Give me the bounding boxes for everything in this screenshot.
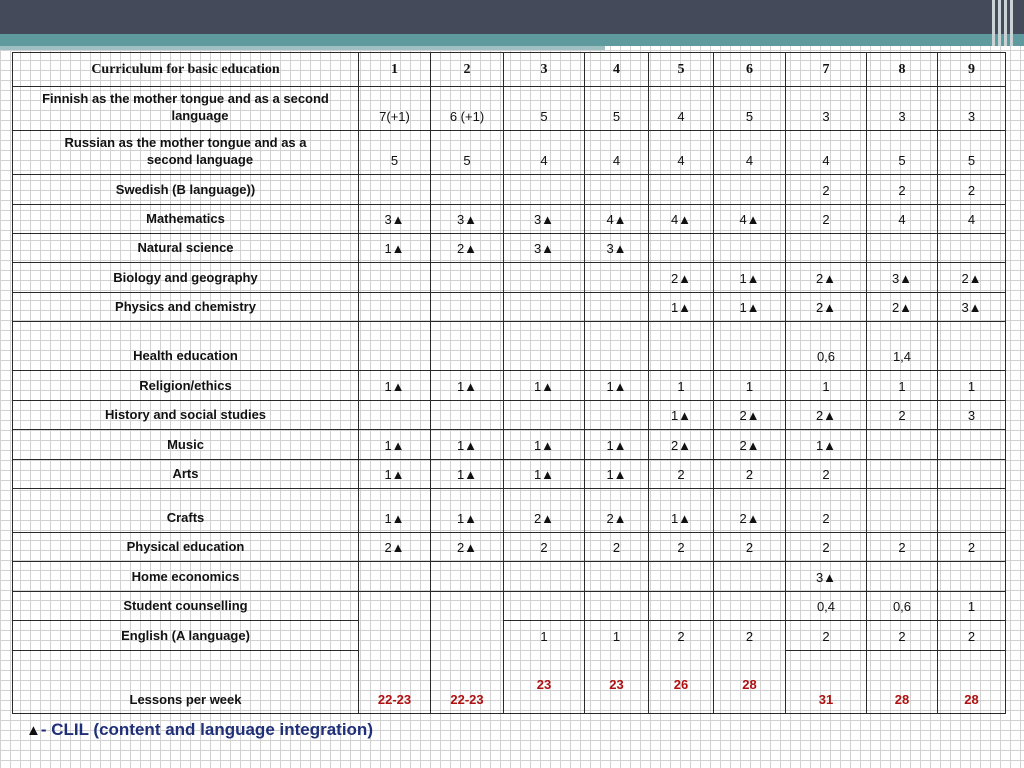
hours-cell: 3▲ — [585, 234, 649, 263]
hours-cell: 1▲ — [504, 430, 585, 460]
hours-cell: 1 — [714, 371, 786, 401]
subject-cell — [13, 205, 359, 234]
hours-cell — [649, 175, 714, 205]
hours-cell: 2 — [786, 175, 867, 205]
subject-label: Finnish as the mother tongue and as a second — [42, 91, 329, 106]
hours-cell — [585, 322, 649, 371]
hours-cell — [938, 430, 1006, 460]
hours-cell: 2 — [867, 401, 938, 430]
hours-cell — [359, 263, 431, 293]
table-row — [13, 533, 1006, 562]
hours-cell — [359, 322, 431, 371]
accent-bar — [0, 34, 1024, 46]
hours-cell: 1▲ — [431, 430, 504, 460]
hours-cell: 3▲ — [867, 263, 938, 293]
table-row — [13, 205, 1006, 234]
hours-cell — [938, 460, 1006, 489]
total-value: 28 — [742, 677, 757, 692]
hours-cell: 2▲ — [867, 293, 938, 322]
hours-cell: 2 — [867, 175, 938, 205]
hours-cell — [585, 401, 649, 430]
hours-cell: 5 — [867, 131, 938, 175]
subject-label-continued: second language — [146, 152, 254, 167]
hours-cell — [649, 621, 714, 714]
hours-cell: 3 — [786, 87, 867, 131]
hours-cell: 1▲ — [431, 460, 504, 489]
hours-cell: 6 (+1) — [431, 87, 504, 131]
header-bar — [0, 0, 1024, 34]
subject-label: Biology and geography — [113, 270, 258, 285]
curriculum-table — [12, 52, 1006, 714]
grade-header: 4 — [585, 53, 649, 87]
total-value: 22-23 — [450, 692, 484, 707]
hours-cell — [714, 592, 786, 621]
hours-cell: 1 — [867, 371, 938, 401]
legend-text: - CLIL (content and language integration) — [40, 720, 373, 739]
hours-cell: 4 — [649, 131, 714, 175]
hours-cell — [867, 460, 938, 489]
total-cell: 28 — [867, 651, 938, 714]
subject-cell — [13, 131, 359, 175]
hours-cell: 4 — [585, 131, 649, 175]
hours-cell: 2 — [938, 533, 1006, 562]
hours-cell: 2 — [786, 489, 867, 533]
hours-cell: 2 — [786, 205, 867, 234]
subject-cell — [13, 234, 359, 263]
hours-cell — [431, 592, 504, 714]
hours-cell: 4▲ — [714, 205, 786, 234]
subject-label: Swedish (B language)) — [115, 182, 256, 197]
subject-cell — [13, 371, 359, 401]
hours-cell — [431, 263, 504, 293]
hours-cell: 0,4 — [786, 592, 867, 621]
total-cell: 31 — [786, 651, 867, 714]
hours-value: 1 — [612, 629, 621, 644]
hours-cell: 1▲ — [585, 371, 649, 401]
page-title: Curriculum for basic education — [13, 53, 359, 87]
hours-cell: 2 — [649, 460, 714, 489]
hours-cell — [431, 175, 504, 205]
hours-cell — [359, 293, 431, 322]
hours-cell — [431, 401, 504, 430]
grade-header: 2 — [431, 53, 504, 87]
hours-cell: 1▲ — [431, 371, 504, 401]
table-row — [13, 293, 1006, 322]
hours-cell: 2 — [714, 533, 786, 562]
grade-header: 6 — [714, 53, 786, 87]
hours-cell: 2▲ — [786, 293, 867, 322]
subject-label: Crafts — [166, 510, 205, 525]
hours-value: 2 — [745, 629, 754, 644]
subject-label: Health education — [133, 348, 238, 363]
hours-cell: 3▲ — [786, 562, 867, 592]
hours-cell — [585, 621, 649, 714]
table-row — [13, 234, 1006, 263]
table-row — [13, 322, 1006, 371]
accent-line — [0, 46, 605, 50]
hours-cell — [504, 562, 585, 592]
table-row — [13, 489, 1006, 533]
subject-cell — [13, 322, 359, 371]
hours-cell — [938, 234, 1006, 263]
subject-cell — [13, 489, 359, 533]
hours-cell — [585, 592, 649, 621]
grade-header: 3 — [504, 53, 585, 87]
hours-cell — [649, 234, 714, 263]
hours-cell: 3 — [938, 401, 1006, 430]
table-row — [13, 175, 1006, 205]
hours-cell: 2 — [649, 533, 714, 562]
hours-cell: 2▲ — [649, 430, 714, 460]
hours-cell: 4▲ — [585, 205, 649, 234]
hours-cell: 3▲ — [938, 293, 1006, 322]
hours-cell: 1▲ — [649, 293, 714, 322]
grade-header: 1 — [359, 53, 431, 87]
subject-cell — [13, 533, 359, 562]
hours-cell — [585, 293, 649, 322]
triangle-icon: ▲ — [26, 722, 41, 739]
hours-cell: 4 — [867, 205, 938, 234]
hours-cell: 1 — [786, 371, 867, 401]
hours-cell: 5 — [431, 131, 504, 175]
table-row — [13, 371, 1006, 401]
hours-cell: 2▲ — [714, 430, 786, 460]
hours-cell — [504, 263, 585, 293]
hours-value: 1 — [540, 629, 548, 644]
hours-cell — [585, 562, 649, 592]
subject-label-continued: language — [171, 108, 229, 123]
hours-cell — [867, 234, 938, 263]
hours-cell: 3 — [938, 87, 1006, 131]
hours-cell: 2 — [867, 621, 938, 651]
hours-cell — [359, 562, 431, 592]
hours-cell: 1 — [938, 371, 1006, 401]
hours-cell: 5 — [359, 131, 431, 175]
hours-cell: 3▲ — [504, 234, 585, 263]
hours-cell: 2 — [786, 460, 867, 489]
hours-cell: 1▲ — [649, 401, 714, 430]
hours-cell: 2 — [786, 533, 867, 562]
hours-cell — [359, 175, 431, 205]
subject-cell — [13, 293, 359, 322]
total-cell: 28 — [938, 651, 1006, 714]
subject-cell — [13, 562, 359, 592]
grade-header: 5 — [649, 53, 714, 87]
hours-cell: 2 — [867, 533, 938, 562]
subject-label: Mathematics — [146, 211, 225, 226]
hours-cell: 2 — [786, 621, 867, 651]
hours-cell — [786, 234, 867, 263]
hours-cell: 2▲ — [786, 401, 867, 430]
table-row — [13, 592, 1006, 621]
table-row — [13, 131, 1006, 175]
hours-cell: 3 — [867, 87, 938, 131]
hours-cell: 1▲ — [359, 234, 431, 263]
hours-cell: 2▲ — [938, 263, 1006, 293]
header-row — [13, 53, 1006, 87]
hours-cell: 4 — [938, 205, 1006, 234]
table-row — [13, 430, 1006, 460]
hours-cell: 2 — [585, 533, 649, 562]
hours-cell: 1▲ — [359, 489, 431, 533]
hours-cell — [938, 489, 1006, 533]
hours-cell: 2 — [714, 460, 786, 489]
subject-label: Russian as the mother tongue and as a — [64, 135, 307, 150]
hours-cell: 2▲ — [714, 401, 786, 430]
total-value: 23 — [536, 677, 552, 692]
hours-cell: 4 — [786, 131, 867, 175]
hours-cell — [938, 322, 1006, 371]
subject-label: Religion/ethics — [139, 378, 232, 393]
subject-label: Music — [167, 437, 204, 452]
hours-cell: 2▲ — [714, 489, 786, 533]
hours-cell: 2▲ — [786, 263, 867, 293]
hours-cell: 4 — [714, 131, 786, 175]
hours-cell: 3▲ — [431, 205, 504, 234]
hours-cell: 2 — [938, 175, 1006, 205]
hours-cell — [714, 562, 786, 592]
table-row — [13, 401, 1006, 430]
total-value: 26 — [673, 677, 689, 692]
table-row — [13, 460, 1006, 489]
hours-cell: 3▲ — [504, 205, 585, 234]
hours-cell: 1▲ — [504, 460, 585, 489]
hours-cell: 2 — [938, 621, 1006, 651]
hours-cell — [359, 401, 431, 430]
hours-cell: 1▲ — [585, 430, 649, 460]
grade-header: 8 — [867, 53, 938, 87]
hours-cell: 1 — [649, 371, 714, 401]
hours-cell: 2▲ — [431, 533, 504, 562]
subject-cell — [13, 460, 359, 489]
hours-cell: 4 — [649, 87, 714, 131]
subject-label: History and social studies — [104, 407, 267, 422]
grade-header: 9 — [938, 53, 1006, 87]
hours-cell — [504, 592, 585, 621]
subject-label: Natural science — [137, 240, 234, 255]
subject-cell — [13, 87, 359, 131]
hours-cell: 3▲ — [359, 205, 431, 234]
hours-cell: 4▲ — [649, 205, 714, 234]
clil-legend — [26, 720, 373, 740]
hours-value: 2 — [677, 629, 685, 644]
subject-label: Home economics — [131, 569, 240, 584]
hours-cell — [714, 234, 786, 263]
hours-cell: 0,6 — [786, 322, 867, 371]
hours-cell — [504, 401, 585, 430]
hours-cell — [867, 430, 938, 460]
hours-cell — [431, 322, 504, 371]
hours-cell — [504, 322, 585, 371]
hours-cell: 1▲ — [504, 371, 585, 401]
hours-cell: 2▲ — [504, 489, 585, 533]
table-row — [13, 562, 1006, 592]
hours-cell — [649, 322, 714, 371]
hours-cell — [938, 562, 1006, 592]
hours-cell: 1,4 — [867, 322, 938, 371]
hours-cell — [585, 263, 649, 293]
subject-label: Arts — [172, 466, 199, 481]
subject-cell — [13, 621, 359, 651]
hours-cell: 7(+1) — [359, 87, 431, 131]
subject-label: English (A language) — [121, 628, 250, 643]
hours-cell: 1▲ — [649, 489, 714, 533]
hours-cell: 1▲ — [359, 430, 431, 460]
hours-cell — [714, 322, 786, 371]
hours-cell: 1▲ — [585, 460, 649, 489]
hours-cell: 0,6 — [867, 592, 938, 621]
hours-cell — [504, 621, 585, 714]
hours-cell — [867, 489, 938, 533]
hours-cell — [867, 562, 938, 592]
hours-cell: 2▲ — [431, 234, 504, 263]
hours-cell: 1▲ — [359, 460, 431, 489]
hours-cell: 5 — [504, 87, 585, 131]
hours-cell — [504, 293, 585, 322]
hours-cell: 2▲ — [649, 263, 714, 293]
subject-label: Student counselling — [123, 598, 248, 613]
hours-cell — [649, 562, 714, 592]
subject-cell — [13, 592, 359, 621]
table-row — [13, 263, 1006, 293]
hours-cell: 1▲ — [431, 489, 504, 533]
hours-cell — [649, 592, 714, 621]
hours-cell — [504, 175, 585, 205]
hours-cell: 5 — [585, 87, 649, 131]
hours-cell: 1▲ — [786, 430, 867, 460]
hours-cell: 1▲ — [714, 263, 786, 293]
hours-cell — [714, 175, 786, 205]
subject-cell — [13, 175, 359, 205]
hours-cell: 1▲ — [714, 293, 786, 322]
subject-cell — [13, 401, 359, 430]
hours-cell: 2 — [504, 533, 585, 562]
hours-cell: 2▲ — [359, 533, 431, 562]
hours-cell — [431, 293, 504, 322]
hours-cell: 1 — [938, 592, 1006, 621]
hours-cell: 5 — [714, 87, 786, 131]
hours-cell — [431, 562, 504, 592]
hours-cell: 4 — [504, 131, 585, 175]
total-value: 22-23 — [377, 692, 412, 707]
table-row — [13, 621, 1006, 651]
decorative-stripes — [992, 0, 1016, 46]
grade-header: 7 — [786, 53, 867, 87]
hours-cell: 2▲ — [585, 489, 649, 533]
subject-cell — [13, 263, 359, 293]
subject-label: Physics and chemistry — [115, 299, 256, 314]
table-row — [13, 87, 1006, 131]
subject-cell — [13, 430, 359, 460]
hours-cell — [585, 175, 649, 205]
hours-cell: 5 — [938, 131, 1006, 175]
lessons-per-week-label: Lessons per week — [13, 651, 359, 714]
hours-cell: 1▲ — [359, 371, 431, 401]
hours-cell — [714, 621, 786, 714]
hours-cell — [359, 592, 431, 714]
total-value: 23 — [609, 677, 624, 692]
subject-label: Physical education — [126, 539, 245, 554]
